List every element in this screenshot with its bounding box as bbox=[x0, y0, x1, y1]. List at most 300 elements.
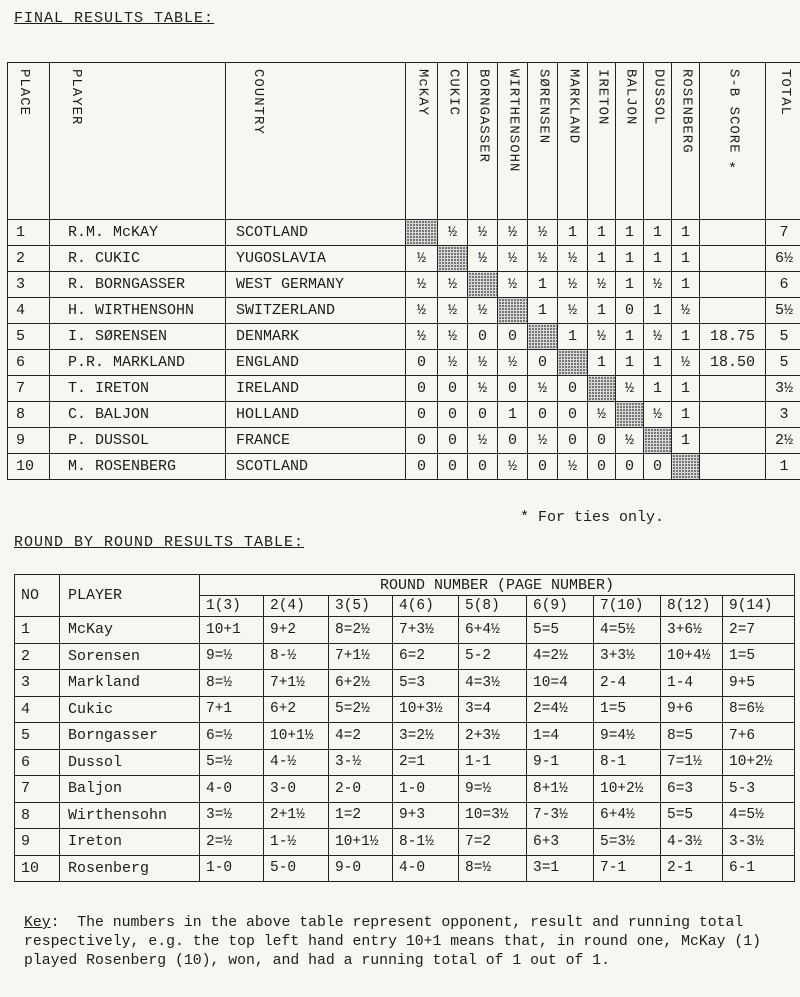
country-cell: FRANCE bbox=[226, 428, 406, 454]
result-cell: 3=1 bbox=[527, 855, 594, 882]
result-cell: 8+1½ bbox=[527, 776, 594, 803]
score-cell: ½ bbox=[468, 246, 498, 272]
ties-note: * For ties only. bbox=[520, 509, 665, 526]
score-cell: 1 bbox=[672, 220, 700, 246]
score-cell: 1 bbox=[558, 324, 588, 350]
result-cell: 2-1 bbox=[661, 855, 723, 882]
player-cell: Borngasser bbox=[60, 723, 200, 750]
opponent-header-2: BORNGASSER bbox=[468, 63, 498, 220]
table-row bbox=[15, 829, 795, 856]
player-cell: Sorensen bbox=[60, 643, 200, 670]
player-cell: Markland bbox=[60, 670, 200, 697]
score-cell: ½ bbox=[528, 246, 558, 272]
player-column-header: PLAYER bbox=[60, 575, 200, 617]
score-cell: ½ bbox=[438, 298, 468, 324]
round-results-table bbox=[14, 574, 795, 882]
result-cell: 9-0 bbox=[329, 855, 393, 882]
sb-score-cell bbox=[700, 246, 766, 272]
result-cell: 3=4 bbox=[459, 696, 527, 723]
result-cell: 2=1 bbox=[393, 749, 459, 776]
total-cell: 3 bbox=[766, 402, 800, 428]
place-cell: 10 bbox=[8, 454, 50, 480]
result-cell: 6=3 bbox=[661, 776, 723, 803]
sb-score-cell bbox=[700, 454, 766, 480]
round-header-7: 7(10) bbox=[594, 596, 661, 617]
score-cell: 0 bbox=[588, 428, 616, 454]
result-cell: 10+1½ bbox=[264, 723, 329, 750]
opponent-header-3: WIRTHENSOHN bbox=[498, 63, 528, 220]
score-cell: 1 bbox=[616, 220, 644, 246]
score-cell: ½ bbox=[528, 376, 558, 402]
score-cell: 0 bbox=[438, 454, 468, 480]
score-cell: ½ bbox=[468, 350, 498, 376]
table-row bbox=[8, 246, 800, 272]
total-cell: 1 bbox=[766, 454, 800, 480]
no-cell: 5 bbox=[15, 723, 60, 750]
score-cell: ½ bbox=[588, 324, 616, 350]
score-cell: 0 bbox=[406, 402, 438, 428]
score-cell: ½ bbox=[588, 272, 616, 298]
place-cell: 8 bbox=[8, 402, 50, 428]
table-row bbox=[15, 617, 795, 644]
player-cell: M. ROSENBERG bbox=[50, 454, 226, 480]
no-cell: 2 bbox=[15, 643, 60, 670]
score-cell: ½ bbox=[558, 298, 588, 324]
result-cell: 9=4½ bbox=[594, 723, 661, 750]
final-results-heading: FINAL RESULTS TABLE: bbox=[14, 10, 215, 27]
score-cell: ½ bbox=[406, 298, 438, 324]
opponent-header-4: SØRENSEN bbox=[528, 63, 558, 220]
round-header-4: 4(6) bbox=[393, 596, 459, 617]
place-cell: 3 bbox=[8, 272, 50, 298]
result-cell: 8=6½ bbox=[723, 696, 795, 723]
result-cell: 4-0 bbox=[200, 776, 264, 803]
player-cell: Cukic bbox=[60, 696, 200, 723]
place-cell: 7 bbox=[8, 376, 50, 402]
diagonal-cell bbox=[406, 220, 438, 246]
place-cell: 6 bbox=[8, 350, 50, 376]
player-cell: H. WIRTHENSOHN bbox=[50, 298, 226, 324]
result-cell: 8-1½ bbox=[393, 829, 459, 856]
result-cell: 3=2½ bbox=[393, 723, 459, 750]
country-cell: IRELAND bbox=[226, 376, 406, 402]
result-cell: 2=½ bbox=[200, 829, 264, 856]
score-cell: ½ bbox=[498, 220, 528, 246]
player-cell: Dussol bbox=[60, 749, 200, 776]
score-cell: 1 bbox=[644, 350, 672, 376]
result-cell: 2=7 bbox=[723, 617, 795, 644]
score-cell: 1 bbox=[644, 246, 672, 272]
round-header-9: 9(14) bbox=[723, 596, 795, 617]
sb-score-cell bbox=[700, 220, 766, 246]
result-cell: 10+1½ bbox=[329, 829, 393, 856]
total-cell: 6½ bbox=[766, 246, 800, 272]
score-cell: 0 bbox=[528, 350, 558, 376]
result-cell: 1=5 bbox=[594, 696, 661, 723]
round-header-3: 3(5) bbox=[329, 596, 393, 617]
result-cell: 4=3½ bbox=[459, 670, 527, 697]
result-cell: 3+3½ bbox=[594, 643, 661, 670]
diagonal-cell bbox=[616, 402, 644, 428]
player-cell: C. BALJON bbox=[50, 402, 226, 428]
result-cell: 4-½ bbox=[264, 749, 329, 776]
place-cell: 1 bbox=[8, 220, 50, 246]
result-cell: 9+6 bbox=[661, 696, 723, 723]
score-cell: ½ bbox=[438, 272, 468, 298]
result-cell: 9=½ bbox=[459, 776, 527, 803]
result-cell: 2+1½ bbox=[264, 802, 329, 829]
country-cell: ENGLAND bbox=[226, 350, 406, 376]
score-cell: 0 bbox=[616, 454, 644, 480]
table-row bbox=[15, 776, 795, 803]
result-cell: 7-3½ bbox=[527, 802, 594, 829]
score-cell: 0 bbox=[406, 350, 438, 376]
total-cell: 5 bbox=[766, 350, 800, 376]
total-cell: 2½ bbox=[766, 428, 800, 454]
no-cell: 4 bbox=[15, 696, 60, 723]
score-cell: ½ bbox=[644, 402, 672, 428]
result-cell: 4-3½ bbox=[661, 829, 723, 856]
table-row bbox=[8, 272, 800, 298]
result-cell: 5=5 bbox=[661, 802, 723, 829]
player-cell: P. DUSSOL bbox=[50, 428, 226, 454]
result-cell: 7+1½ bbox=[329, 643, 393, 670]
result-cell: 6=½ bbox=[200, 723, 264, 750]
score-cell: 1 bbox=[644, 376, 672, 402]
score-cell: ½ bbox=[498, 350, 528, 376]
table-row bbox=[15, 696, 795, 723]
score-cell: 1 bbox=[672, 272, 700, 298]
player-cell: T. IRETON bbox=[50, 376, 226, 402]
score-cell: ½ bbox=[588, 402, 616, 428]
result-cell: 8=½ bbox=[459, 855, 527, 882]
score-cell: 0 bbox=[498, 324, 528, 350]
country-cell: SWITZERLAND bbox=[226, 298, 406, 324]
player-cell: Ireton bbox=[60, 829, 200, 856]
key-text: : The numbers in the above table represent opponent, result and running total respectively, e.g. the top left hand entry 10+1 means that, in round one, McKay (1) played Rosenberg (10), won, and had a running total of 1 out of 1. bbox=[24, 915, 770, 969]
score-cell: ½ bbox=[528, 428, 558, 454]
score-cell: ½ bbox=[528, 220, 558, 246]
score-cell: 1 bbox=[588, 298, 616, 324]
sb-score-cell: 18.75 bbox=[700, 324, 766, 350]
place-cell: 9 bbox=[8, 428, 50, 454]
opponent-header-0: McKAY bbox=[406, 63, 438, 220]
no-cell: 8 bbox=[15, 802, 60, 829]
result-cell: 10=4 bbox=[527, 670, 594, 697]
result-cell: 7=1½ bbox=[661, 749, 723, 776]
score-cell: ½ bbox=[406, 272, 438, 298]
round-results-heading: ROUND BY ROUND RESULTS TABLE: bbox=[14, 534, 305, 551]
country-cell: HOLLAND bbox=[226, 402, 406, 428]
sb-score-cell bbox=[700, 428, 766, 454]
no-cell: 10 bbox=[15, 855, 60, 882]
country-cell: WEST GERMANY bbox=[226, 272, 406, 298]
score-cell: 0 bbox=[588, 454, 616, 480]
score-cell: 0 bbox=[528, 402, 558, 428]
result-cell: 9+3 bbox=[393, 802, 459, 829]
opponent-header-6: IRETON bbox=[588, 63, 616, 220]
table-row bbox=[8, 428, 800, 454]
result-cell: 10+1 bbox=[200, 617, 264, 644]
result-cell: 5-3 bbox=[723, 776, 795, 803]
no-cell: 9 bbox=[15, 829, 60, 856]
result-cell: 1-0 bbox=[200, 855, 264, 882]
diagonal-cell bbox=[468, 272, 498, 298]
no-header: NO bbox=[15, 575, 60, 617]
table-row bbox=[8, 376, 800, 402]
result-cell: 2-4 bbox=[594, 670, 661, 697]
result-cell: 10+3½ bbox=[393, 696, 459, 723]
country-header: COUNTRY bbox=[226, 63, 406, 220]
round-header-1: 1(3) bbox=[200, 596, 264, 617]
round-header-5: 5(8) bbox=[459, 596, 527, 617]
result-cell: 10+2½ bbox=[723, 749, 795, 776]
result-cell: 6-1 bbox=[723, 855, 795, 882]
result-cell: 5=3 bbox=[393, 670, 459, 697]
score-cell: 1 bbox=[588, 350, 616, 376]
opponent-header-5: MARKLAND bbox=[558, 63, 588, 220]
result-cell: 7+6 bbox=[723, 723, 795, 750]
opponent-header-9: ROSENBERG bbox=[672, 63, 700, 220]
country-cell: SCOTLAND bbox=[226, 454, 406, 480]
result-cell: 5=3½ bbox=[594, 829, 661, 856]
table-row bbox=[15, 643, 795, 670]
score-cell: 0 bbox=[558, 428, 588, 454]
round-header-6: 6(9) bbox=[527, 596, 594, 617]
score-cell: ½ bbox=[438, 324, 468, 350]
score-cell: ½ bbox=[616, 376, 644, 402]
score-cell: 1 bbox=[672, 402, 700, 428]
player-cell: R.M. McKAY bbox=[50, 220, 226, 246]
result-cell: 7-1 bbox=[594, 855, 661, 882]
table-row bbox=[8, 298, 800, 324]
diagonal-cell bbox=[558, 350, 588, 376]
result-cell: 6+2 bbox=[264, 696, 329, 723]
place-cell: 5 bbox=[8, 324, 50, 350]
diagonal-cell bbox=[528, 324, 558, 350]
result-cell: 2-0 bbox=[329, 776, 393, 803]
key-label: Key bbox=[24, 915, 51, 931]
score-cell: ½ bbox=[468, 428, 498, 454]
result-cell: 4=5½ bbox=[723, 802, 795, 829]
table-row bbox=[8, 454, 800, 480]
diagonal-cell bbox=[644, 428, 672, 454]
result-cell: 9=½ bbox=[200, 643, 264, 670]
score-cell: 0 bbox=[498, 428, 528, 454]
score-cell: 1 bbox=[558, 220, 588, 246]
result-cell: 4-0 bbox=[393, 855, 459, 882]
score-cell: 1 bbox=[616, 246, 644, 272]
round-header-2: 2(4) bbox=[264, 596, 329, 617]
score-cell: 0 bbox=[468, 324, 498, 350]
result-cell: 5=5 bbox=[527, 617, 594, 644]
score-cell: 0 bbox=[498, 376, 528, 402]
score-cell: ½ bbox=[468, 376, 498, 402]
result-cell: 4=2 bbox=[329, 723, 393, 750]
total-cell: 6 bbox=[766, 272, 800, 298]
result-cell: 3=½ bbox=[200, 802, 264, 829]
no-cell: 1 bbox=[15, 617, 60, 644]
opponent-header-7: BALJON bbox=[616, 63, 644, 220]
score-cell: 1 bbox=[644, 220, 672, 246]
result-cell: 8=5 bbox=[661, 723, 723, 750]
diagonal-cell bbox=[498, 298, 528, 324]
sb-score-cell bbox=[700, 298, 766, 324]
result-cell: 9+2 bbox=[264, 617, 329, 644]
result-cell: 10+2½ bbox=[594, 776, 661, 803]
result-cell: 3-½ bbox=[329, 749, 393, 776]
result-cell: 4=5½ bbox=[594, 617, 661, 644]
no-cell: 6 bbox=[15, 749, 60, 776]
result-cell: 10=3½ bbox=[459, 802, 527, 829]
result-cell: 5-0 bbox=[264, 855, 329, 882]
result-cell: 1-1 bbox=[459, 749, 527, 776]
diagonal-cell bbox=[438, 246, 468, 272]
score-cell: ½ bbox=[616, 428, 644, 454]
score-cell: ½ bbox=[558, 454, 588, 480]
score-cell: 1 bbox=[672, 246, 700, 272]
opponent-header-8: DUSSOL bbox=[644, 63, 672, 220]
score-cell: ½ bbox=[672, 350, 700, 376]
score-cell: 1 bbox=[672, 428, 700, 454]
score-cell: ½ bbox=[438, 220, 468, 246]
no-cell: 3 bbox=[15, 670, 60, 697]
result-cell: 3+6½ bbox=[661, 617, 723, 644]
result-cell: 6=2 bbox=[393, 643, 459, 670]
diagonal-cell bbox=[588, 376, 616, 402]
table-row bbox=[15, 749, 795, 776]
score-cell: 0 bbox=[528, 454, 558, 480]
table-row bbox=[8, 324, 800, 350]
player-cell: R. CUKIC bbox=[50, 246, 226, 272]
result-cell: 6+4½ bbox=[459, 617, 527, 644]
place-cell: 4 bbox=[8, 298, 50, 324]
score-cell: ½ bbox=[438, 350, 468, 376]
score-cell: 0 bbox=[468, 402, 498, 428]
score-cell: ½ bbox=[406, 246, 438, 272]
score-cell: ½ bbox=[644, 324, 672, 350]
final-results-table bbox=[7, 62, 800, 480]
table-row bbox=[15, 670, 795, 697]
sb-score-header: S-B SCORE * bbox=[700, 63, 766, 220]
sb-score-cell bbox=[700, 402, 766, 428]
player-cell: R. BORNGASSER bbox=[50, 272, 226, 298]
opponent-header-1: CUKIC bbox=[438, 63, 468, 220]
result-cell: 3-0 bbox=[264, 776, 329, 803]
score-cell: 1 bbox=[616, 272, 644, 298]
score-cell: 1 bbox=[588, 220, 616, 246]
table-row bbox=[15, 802, 795, 829]
player-cell: Wirthensohn bbox=[60, 802, 200, 829]
place-header: PLACE bbox=[8, 63, 50, 220]
sb-score-cell bbox=[700, 376, 766, 402]
result-cell: 6+3 bbox=[527, 829, 594, 856]
result-cell: 7+3½ bbox=[393, 617, 459, 644]
score-cell: 1 bbox=[672, 376, 700, 402]
score-cell: ½ bbox=[468, 220, 498, 246]
result-cell: 5=2½ bbox=[329, 696, 393, 723]
country-cell: SCOTLAND bbox=[226, 220, 406, 246]
result-cell: 8-1 bbox=[594, 749, 661, 776]
result-cell: 7+1½ bbox=[264, 670, 329, 697]
result-cell: 3-3½ bbox=[723, 829, 795, 856]
result-cell: 2+3½ bbox=[459, 723, 527, 750]
player-cell: Baljon bbox=[60, 776, 200, 803]
score-cell: ½ bbox=[498, 246, 528, 272]
total-cell: 7 bbox=[766, 220, 800, 246]
total-cell: 5 bbox=[766, 324, 800, 350]
score-cell: 1 bbox=[498, 402, 528, 428]
score-cell: 0 bbox=[438, 376, 468, 402]
result-cell: 8=½ bbox=[200, 670, 264, 697]
score-cell: 1 bbox=[644, 298, 672, 324]
score-cell: ½ bbox=[498, 454, 528, 480]
total-cell: 5½ bbox=[766, 298, 800, 324]
score-cell: 1 bbox=[588, 246, 616, 272]
score-cell: 0 bbox=[468, 454, 498, 480]
result-cell: 9-1 bbox=[527, 749, 594, 776]
total-header: TOTAL bbox=[766, 63, 800, 220]
total-cell: 3½ bbox=[766, 376, 800, 402]
sb-score-cell: 18.50 bbox=[700, 350, 766, 376]
score-cell: ½ bbox=[498, 272, 528, 298]
score-cell: 0 bbox=[406, 428, 438, 454]
result-cell: 10+4½ bbox=[661, 643, 723, 670]
result-cell: 5-2 bbox=[459, 643, 527, 670]
table-row bbox=[15, 723, 795, 750]
sb-score-cell bbox=[700, 272, 766, 298]
player-cell: P.R. MARKLAND bbox=[50, 350, 226, 376]
result-cell: 1=4 bbox=[527, 723, 594, 750]
score-cell: 0 bbox=[406, 376, 438, 402]
player-cell: Rosenberg bbox=[60, 855, 200, 882]
result-cell: 1-½ bbox=[264, 829, 329, 856]
result-cell: 6+4½ bbox=[594, 802, 661, 829]
table-row bbox=[8, 402, 800, 428]
score-cell: 0 bbox=[558, 376, 588, 402]
result-cell: 2=4½ bbox=[527, 696, 594, 723]
key-note bbox=[24, 914, 794, 971]
result-cell: 1=2 bbox=[329, 802, 393, 829]
result-cell: 1-4 bbox=[661, 670, 723, 697]
score-cell: 0 bbox=[438, 428, 468, 454]
player-cell: I. SØRENSEN bbox=[50, 324, 226, 350]
country-cell: DENMARK bbox=[226, 324, 406, 350]
no-cell: 7 bbox=[15, 776, 60, 803]
score-cell: ½ bbox=[468, 298, 498, 324]
score-cell: 0 bbox=[406, 454, 438, 480]
score-cell: 1 bbox=[616, 324, 644, 350]
diagonal-cell bbox=[672, 454, 700, 480]
score-cell: 1 bbox=[528, 272, 558, 298]
table-row bbox=[15, 855, 795, 882]
result-cell: 1=5 bbox=[723, 643, 795, 670]
result-cell: 4=2½ bbox=[527, 643, 594, 670]
result-cell: 6+2½ bbox=[329, 670, 393, 697]
result-cell: 9+5 bbox=[723, 670, 795, 697]
result-cell: 7=2 bbox=[459, 829, 527, 856]
table-row bbox=[8, 220, 800, 246]
score-cell: ½ bbox=[406, 324, 438, 350]
country-cell: YUGOSLAVIA bbox=[226, 246, 406, 272]
round-header-8: 8(12) bbox=[661, 596, 723, 617]
score-cell: ½ bbox=[644, 272, 672, 298]
score-cell: ½ bbox=[558, 272, 588, 298]
score-cell: 0 bbox=[616, 298, 644, 324]
round-number-group-header: ROUND NUMBER (PAGE NUMBER) bbox=[200, 575, 795, 596]
result-cell: 8=2½ bbox=[329, 617, 393, 644]
place-cell: 2 bbox=[8, 246, 50, 272]
